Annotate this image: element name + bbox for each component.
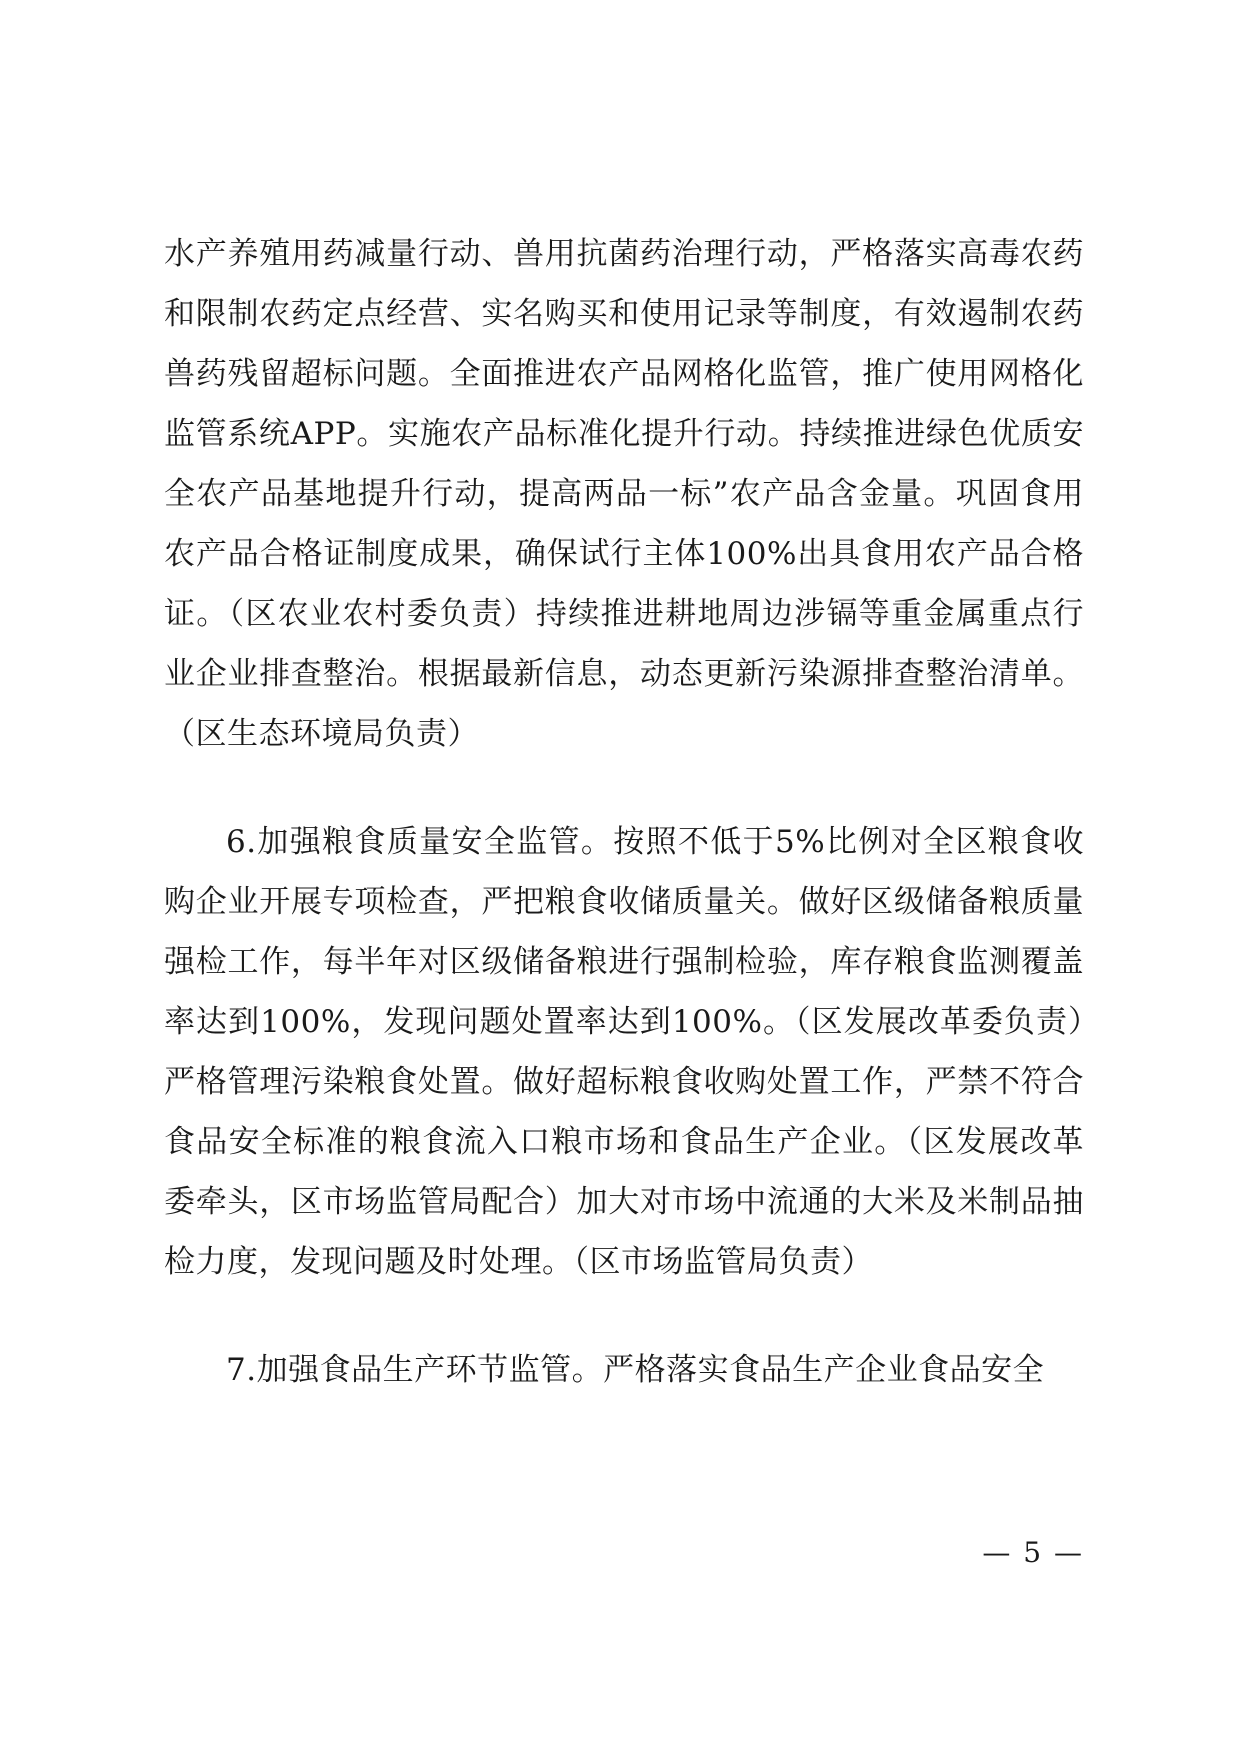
page-number: — 5 — (982, 1536, 1084, 1569)
paragraph-continuation: 水产养殖用药减量行动、兽用抗菌药治理行动，严格落实高毒农药和限制农药定点经营、实名购买和使用记录等制度，有效遏制农药兽药残留超标问题。全面推进农产品网格化监管，推广使用网格化监管系统APP。实施农产品标准化提升行动。持续推进绿色优质安全农产品基地提升行动，提高两品一标”农产品含金量。巩固食用农产品合格证制度成果，确保试行主体100%出具食用农产品合格证。（区农业农村委负责）持续推进耕地周边涉镉等重金属重点行业企业排查整治。根据最新信息，动态更新污染源排查整治清单。（区生态环境局负责） (164, 236, 1084, 752)
paragraph-item-6-grain-safety: 6.加强粮食质量安全监管。按照不低于5%比例对全区粮食收购企业开展专项检查，严把粮食收储质量关。做好区级储备粮质量强检工作，每半年对区级储备粮进行强制检验，库存粮食监测覆盖率达到100%，发现问题处置率达到100%。（区发展改革委负责）严格管理污染粮食处置。做好超标粮食收购处置工作，严禁不符合食品安全标准的粮食流入口粮市场和食品生产企业。（区发展改革委牵头，区市场监管局配合）加大对市场中流通的大米及米制品抽检力度，发现问题及时处理。（区市场监管局负责） (164, 824, 1084, 1280)
paragraph-item-7-food-production: 7.加强食品生产环节监管。严格落实食品生产企业食品安全 (226, 1352, 1045, 1388)
document-body (164, 224, 1084, 1400)
